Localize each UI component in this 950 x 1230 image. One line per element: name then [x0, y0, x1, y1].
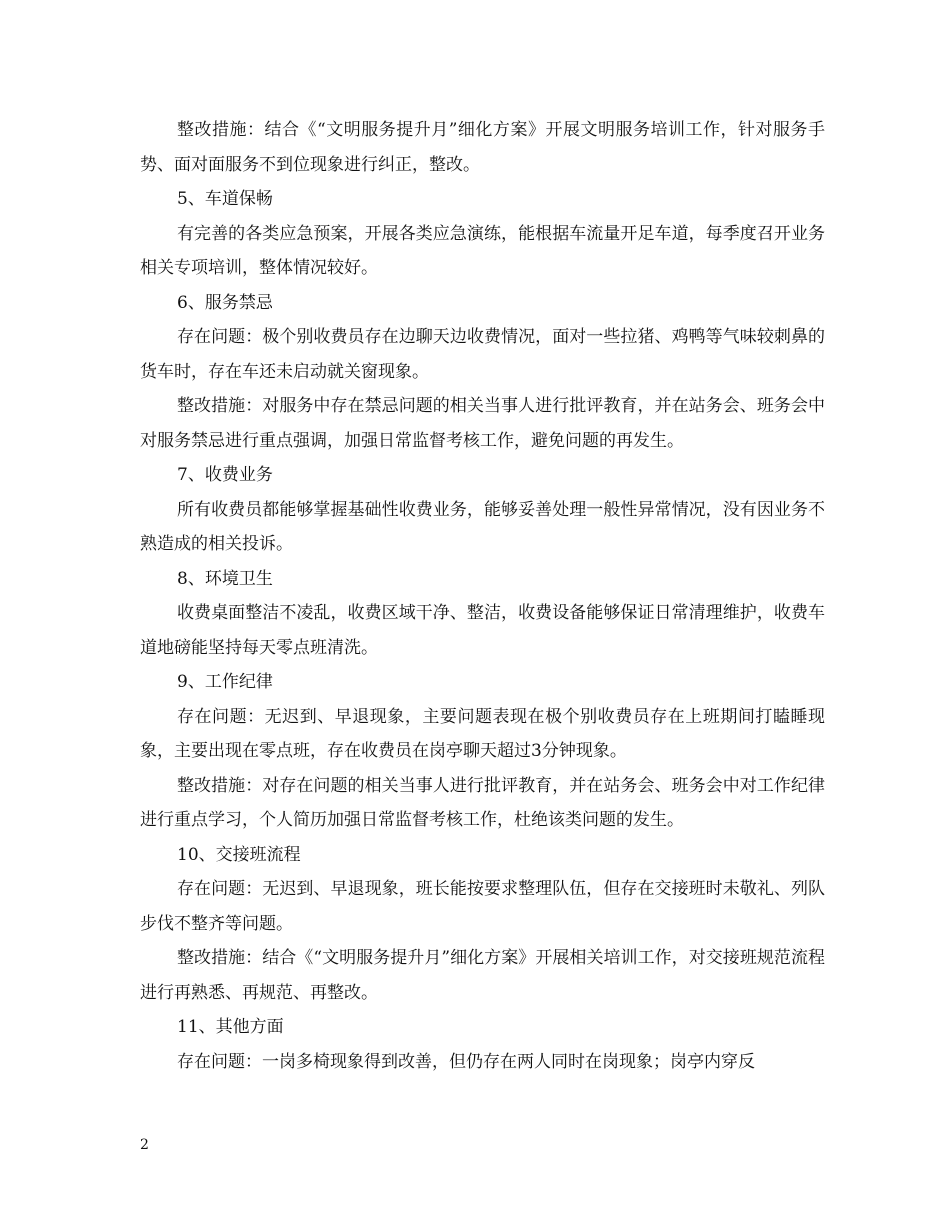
- paragraph-rectification-service-gestures: 整改措施：结合《“文明服务提升月”细化方案》开展文明服务培训工作，针对服务手势、面对面服务不到位现象进行纠正，整改。: [140, 120, 825, 175]
- page-number: 2: [140, 1137, 149, 1153]
- document-body: [140, 113, 825, 1079]
- heading-other-aspects: 11、其他方面: [177, 1017, 284, 1037]
- paragraph-shift-handover-issue: 存在问题：无迟到、早退现象，班长能按要求整理队伍，但存在交接班时未敬礼、列队步伐不整齐等问题。: [140, 879, 825, 934]
- paragraph-other-aspects-issue: 存在问题：一岗多椅现象得到改善，但仍存在两人同时在岗现象；岗亭内穿反: [177, 1051, 755, 1072]
- heading-environment-hygiene: 8、环境卫生: [177, 568, 273, 589]
- paragraph-service-taboos-rectification: 整改措施：对服务中存在禁忌问题的相关当事人进行批评教育，并在站务会、班务会中对服务禁忌进行重点强调，加强日常监督考核工作，避免问题的再发生。: [140, 396, 825, 451]
- heading-toll-business: 7、收费业务: [177, 465, 273, 485]
- paragraph-shift-handover-rectification: 整改措施：结合《“文明服务提升月”细化方案》开展相关培训工作，对交接班规范流程进行再熟悉、再规范、再整改。: [140, 948, 825, 1003]
- paragraph-service-taboos-issue: 存在问题：极个别收费员存在边聊天边收费情况，面对一些拉猪、鸡鸭等气味较刺鼻的货车时，存在车还未启动就关窗现象。: [140, 327, 825, 382]
- paragraph-work-discipline-issue: 存在问题：无迟到、早退现象，主要问题表现在极个别收费员存在上班期间打瞌睡现象，主要出现在零点班，存在收费员在岗亭聊天超过3分钟现象。: [140, 706, 825, 761]
- paragraph-toll-business: 所有收费员都能够掌握基础性收费业务，能够妥善处理一般性异常情况，没有因业务不熟造成的相关投诉。: [140, 499, 825, 554]
- heading-lane-clearance: 5、车道保畅: [177, 189, 273, 209]
- paragraph-work-discipline-rectification: 整改措施：对存在问题的相关当事人进行批评教育，并在站务会、班务会中对工作纪律进行重点学习，个人简历加强日常监督考核工作，杜绝该类问题的发生。: [140, 775, 825, 830]
- paragraph-lane-clearance: 有完善的各类应急预案，开展各类应急演练，能根据车流量开足车道，每季度召开业务相关专项培训，整体情况较好。: [140, 223, 825, 278]
- heading-work-discipline: 9、工作纪律: [177, 672, 273, 692]
- heading-service-taboos: 6、服务禁忌: [177, 292, 273, 313]
- heading-shift-handover: 10、交接班流程: [177, 844, 301, 865]
- paragraph-environment-hygiene: 收费桌面整洁不凌乱，收费区域干净、整洁，收费设备能够保证日常清理维护，收费车道地磅能坚持每天零点班清洗。: [140, 603, 825, 658]
